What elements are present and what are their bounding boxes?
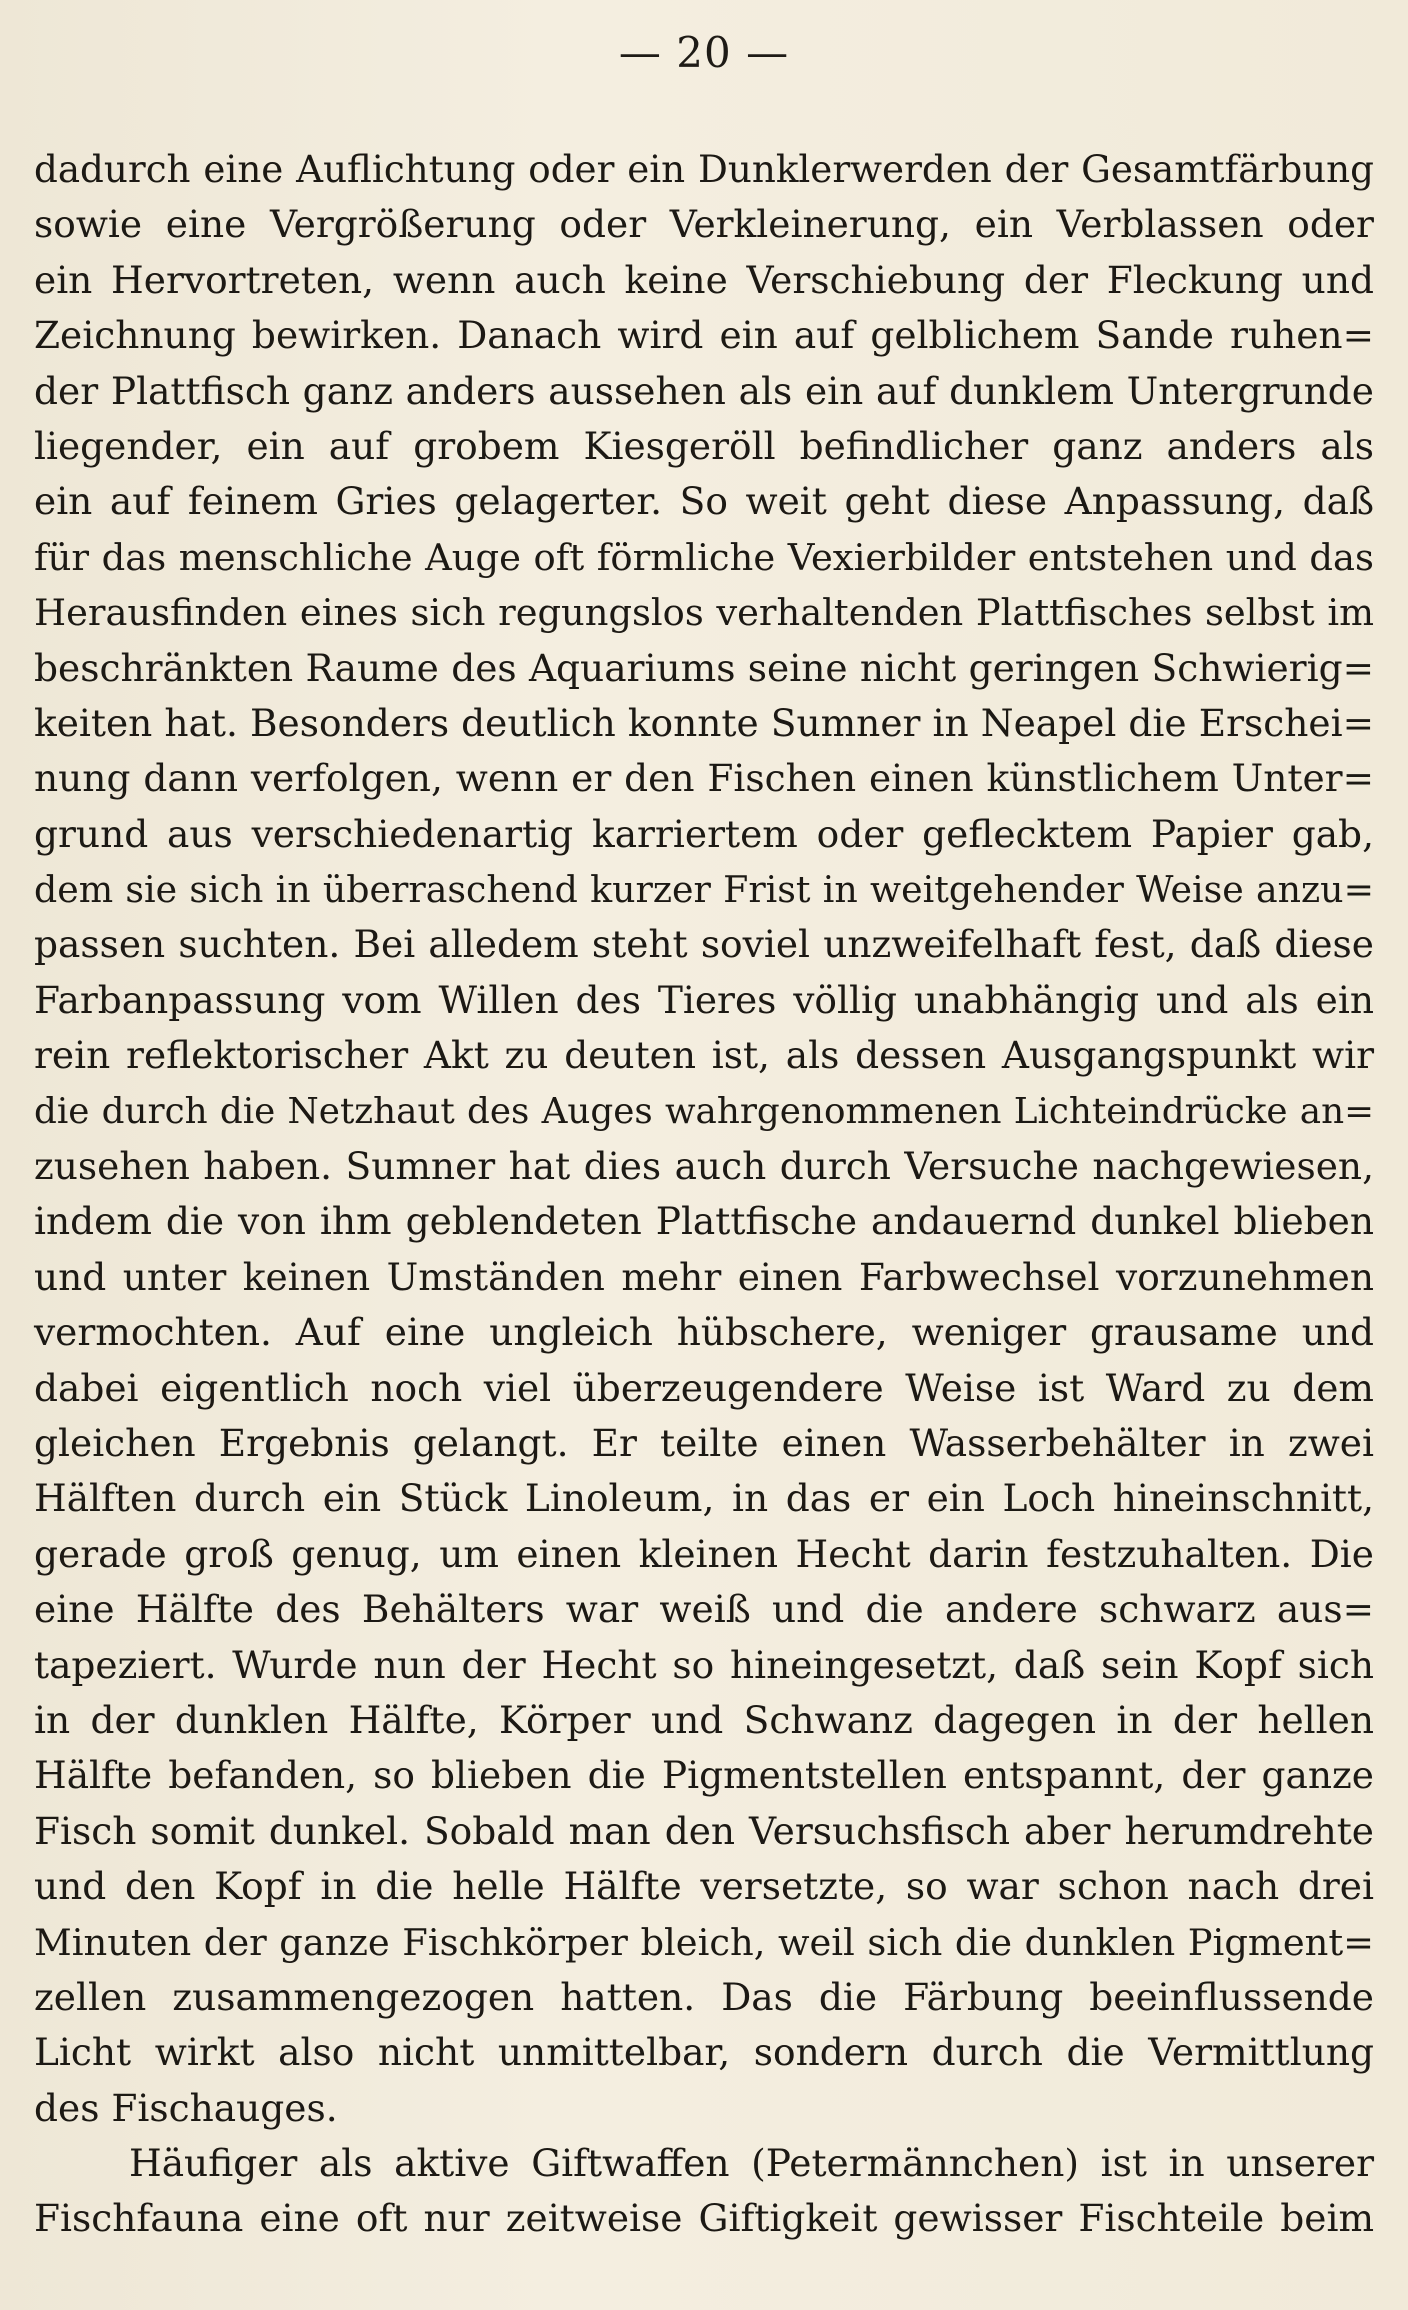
text-line: indem die von ihm geblendeten Plattfische andauernd dunkel blieben: [34, 1199, 1374, 1244]
text-line: zusehen haben. Sumner hat dies auch durch Versuche nachgewiesen,: [34, 1144, 1374, 1189]
page-number: — 20 —: [618, 28, 790, 77]
text-line: Hälften durch ein Stück Linoleum, in das er ein Loch hineinschnitt,: [34, 1476, 1374, 1521]
text-line: Herausfinden eines sich regungslos verhaltenden Plattfisches selbst im: [34, 591, 1374, 635]
text-line: Farbanpassung vom Willen des Tieres völlig unabhängig und als ein: [34, 977, 1374, 1022]
text-line: Hälfte befanden, so blieben die Pigmentstellen entspannt, der ganze: [34, 1753, 1374, 1798]
text-line: keiten hat. Besonders deutlich konnte Sumner in Neapel die Erschei=: [34, 700, 1374, 745]
text-line: gerade groß genug, um einen kleinen Hecht darin festzuhalten. Die: [34, 1531, 1374, 1576]
text-line: Fisch somit dunkel. Sobald man den Versuchsfisch aber herumdrehte: [34, 1808, 1374, 1853]
text-line: eine Hälfte des Behälters war weiß und die andere schwarz aus=: [34, 1587, 1374, 1632]
text-line: in der dunklen Hälfte, Körper und Schwanz dagegen in der hellen: [34, 1697, 1374, 1742]
text-line: Minuten der ganze Fischkörper bleich, weil sich die dunklen Pigment=: [34, 1920, 1374, 1964]
text-line: des Fischauges.: [34, 2085, 338, 2130]
text-line: sowie eine Vergrößerung oder Verkleinerung, ein Verblassen oder: [34, 202, 1374, 247]
text-line: dem sie sich in überraschend kurzer Frist in weitgehender Weise anzu=: [34, 868, 1374, 912]
text-line: Licht wirkt also nicht unmittelbar, sondern durch die Vermittlung: [34, 2030, 1374, 2075]
text-line: der Plattfisch ganz anders aussehen als ein auf dunklem Untergrunde: [34, 368, 1374, 413]
text-line: tapeziert. Wurde nun der Hecht so hineingesetzt, daß sein Kopf sich: [34, 1642, 1374, 1687]
text-line: und unter keinen Umständen mehr einen Farbwechsel vorzunehmen: [34, 1254, 1374, 1299]
text-line: gleichen Ergebnis gelangt. Er teilte einen Wasserbehälter in zwei: [34, 1420, 1374, 1465]
text-line: zellen zusammengezogen hatten. Das die Färbung beeinflussende: [34, 1974, 1374, 2019]
text-line: liegender, ein auf grobem Kiesgeröll befindlicher ganz anders als: [34, 423, 1374, 468]
text-line: ein auf feinem Gries gelagerter. So weit geht diese Anpassung, daß: [34, 479, 1374, 524]
text-line: beschränkten Raume des Aquariums seine nicht geringen Schwierig=: [34, 645, 1374, 690]
text-line: dabei eigentlich noch viel überzeugendere Weise ist Ward zu dem: [34, 1365, 1374, 1410]
text-line: nung dann verfolgen, wenn er den Fischen einen künstlichem Unter=: [34, 756, 1374, 801]
text-line: Zeichnung bewirken. Danach wird ein auf gelblichem Sande ruhen=: [34, 313, 1374, 358]
paragraph-1: [34, 142, 1374, 2136]
text-line: und den Kopf in die helle Hälfte versetzte, so war schon nach drei: [34, 1864, 1374, 1909]
text-line: für das menschliche Auge oft förmliche Vexierbilder entstehen und das: [34, 535, 1374, 579]
text-line: dadurch eine Auflichtung oder ein Dunklerwerden der Gesamtfärbung: [34, 147, 1374, 191]
text-line: grund aus verschiedenartig karriertem oder geflecktem Papier gab,: [34, 811, 1374, 856]
text-line: die durch die Netzhaut des Auges wahrgenommenen Lichteindrücke an=: [34, 1090, 1374, 1132]
text-line: vermochten. Auf eine ungleich hübschere, weniger grausame und: [34, 1310, 1374, 1355]
body-text: [34, 142, 1374, 2247]
text-line: Häufiger als aktive Giftwaffen (Petermännchen) ist in unserer: [129, 2141, 1374, 2186]
text-line: rein reflektorischer Akt zu deuten ist, als dessen Ausgangspunkt wir: [34, 1033, 1374, 1078]
paragraph-2: [34, 2136, 1374, 2247]
text-line: passen suchten. Bei alledem steht soviel unzweifelhaft fest, daß diese: [34, 922, 1374, 967]
text-line: ein Hervortreten, wenn auch keine Verschiebung der Fleckung und: [34, 257, 1374, 302]
text-line: Fischfauna eine oft nur zeitweise Giftigkeit gewisser Fischteile beim: [34, 2196, 1374, 2241]
